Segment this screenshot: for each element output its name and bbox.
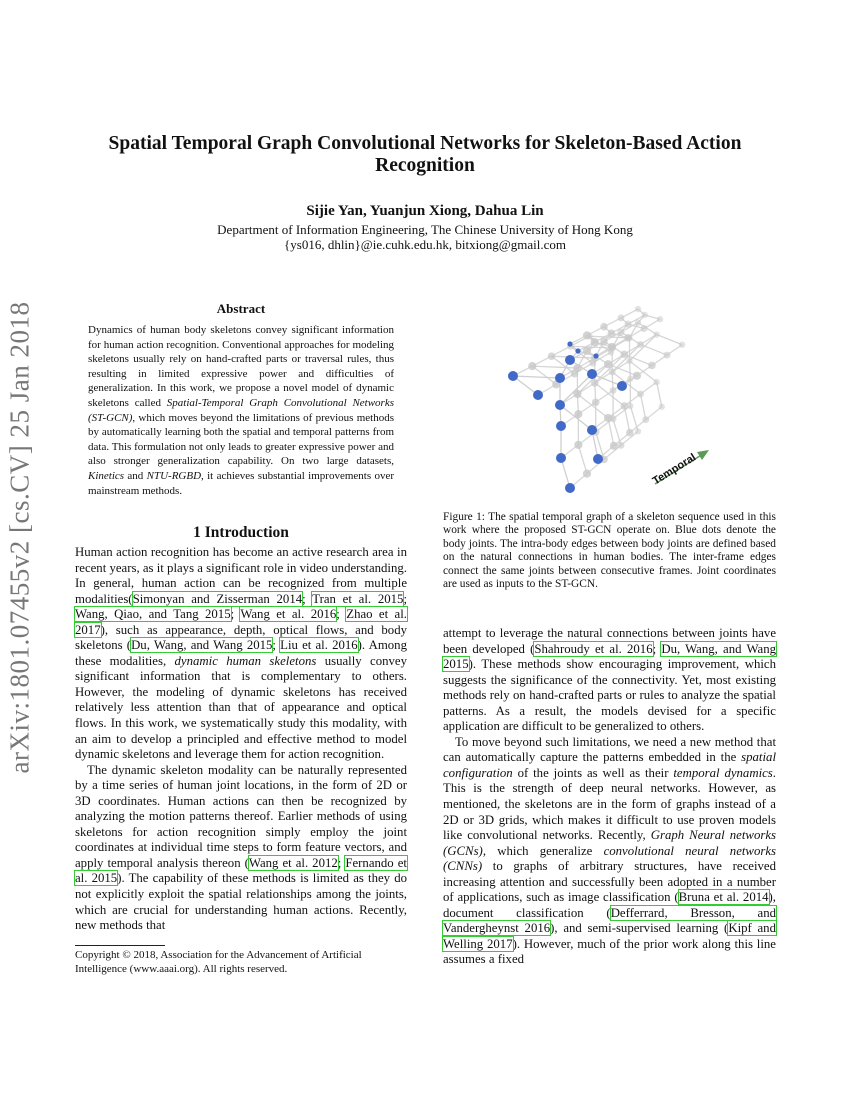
citation-link[interactable]: Kipf and Welling 2017: [443, 921, 776, 951]
footnote-rule: [75, 945, 165, 946]
joint-gray: [620, 402, 628, 410]
joint-gray: [648, 362, 656, 370]
joint-gray: [626, 358, 632, 364]
joint-gray: [618, 329, 625, 336]
joint-blue: [567, 341, 572, 346]
joint-gray: [528, 362, 536, 370]
joint-blue: [593, 454, 603, 464]
joint-gray: [637, 341, 644, 348]
citation-link[interactable]: Shahroudy et al. 2016: [534, 641, 653, 656]
left-column-body: [75, 545, 407, 934]
joint-gray: [633, 372, 641, 380]
joint-gray: [618, 442, 625, 449]
citation-link[interactable]: Zhao et al. 2017: [75, 607, 407, 637]
joint-gray: [583, 331, 591, 339]
joint-gray: [641, 325, 648, 332]
graph-edge: [657, 382, 662, 407]
citation-link[interactable]: Du, Wang, and Wang 2015: [131, 638, 273, 653]
abstract-heading: Abstract: [216, 301, 266, 316]
joint-gray: [591, 338, 599, 346]
citation-link[interactable]: Liu et al. 2016: [280, 638, 358, 653]
joint-gray: [583, 347, 591, 355]
right-column-body: [443, 626, 776, 968]
graph-edge: [513, 376, 560, 378]
paper-emails: {ys016, dhlin}@ie.cuhk.edu.hk, bitxiong@gmail.com: [284, 237, 566, 252]
citation-link[interactable]: Bruna et al. 2014: [678, 890, 769, 905]
joint-gray: [664, 352, 671, 359]
joint-gray: [600, 323, 608, 331]
joint-gray: [635, 319, 641, 325]
joint-blue: [533, 390, 543, 400]
citation-link[interactable]: Wang, Qiao, and Tang 2015: [75, 607, 231, 622]
abstract-body: Dynamics of human body skeletons convey significant information for human action recognition. Conventional approaches for modeling skeletons usually rely on hand-crafted parts or traversal rules, thus resulting in limited expressive power and difficulties of generalization. In this work, we propose a novel model of dynamic skeletons called Spatial-Temporal Graph Convolutional Networks (ST-GCN), which moves beyond the limitations of previous methods by automatically learning both the spatial and temporal patterns from data. This formulation not only leads to greater expressive power and also stronger generalization capability. On two large datasets, Kinetics and NTU-RGBD, it achieves substantial improvements over mainstream methods.: [88, 324, 395, 497]
joint-blue: [508, 371, 518, 381]
joint-gray: [608, 329, 616, 337]
paper-authors: Sijie Yan, Yuanjun Xiong, Dahua Lin: [306, 203, 544, 219]
skeleton-graph-figure: [490, 294, 730, 499]
citation-link[interactable]: Simonyan and Zisserman 2014: [132, 591, 303, 606]
joint-gray: [653, 379, 659, 385]
graph-edge: [657, 335, 682, 345]
joint-blue: [555, 400, 565, 410]
graph-edge: [532, 366, 556, 384]
temporal-axis-arrow: [697, 450, 709, 460]
joint-gray: [610, 442, 618, 450]
joint-gray: [624, 334, 632, 342]
joint-blue: [565, 355, 575, 365]
joint-blue: [587, 425, 597, 435]
joint-gray: [627, 403, 633, 409]
joint-blue: [555, 373, 565, 383]
citation-link[interactable]: Defferrard, Bresson, and Vandergheynst 2016: [443, 905, 776, 936]
graph-edge: [532, 366, 577, 368]
graph-edge: [640, 344, 667, 355]
joint-gray: [574, 410, 582, 418]
joint-gray: [627, 375, 633, 381]
joint-gray: [574, 441, 582, 449]
graph-edge: [630, 335, 657, 361]
joint-blue: [617, 381, 627, 391]
joint-gray: [626, 429, 634, 437]
joint-gray: [635, 428, 641, 434]
joint-gray: [610, 387, 617, 394]
paper-affiliation: Department of Information Engineering, The Chinese University of Hong Kong: [217, 222, 633, 237]
joint-gray: [637, 391, 644, 398]
joint-blue: [587, 369, 597, 379]
joint-gray: [608, 343, 616, 351]
graph-edge: [640, 394, 645, 420]
joint-gray: [548, 352, 556, 360]
joint-blue: [556, 421, 566, 431]
joint-blue: [556, 453, 566, 463]
joint-blue: [575, 348, 580, 353]
joint-gray: [659, 404, 665, 410]
graph-edge: [578, 445, 587, 474]
joint-gray: [653, 331, 659, 337]
copyright-footnote: Copyright © 2018, Association for the Advancement of Artificial Intelligence (www.aaai.org). All rights reserved.: [75, 949, 362, 975]
joint-gray: [625, 321, 632, 328]
paragraph-intro-1: Human action recognition has become an active research area in recent years, as it plays a significant role in video understanding. In general, human action can be recognized from multiple modalities(Simonyan and Zisserman 2014; Tran et al. 2015; Wang, Qiao, and Tang 2015; Wang et al. 2016; Zhao et al. 2017), such as appearance, depth, optical flows, and body skeletons (Du, Wang, and Wang 2015; Liu et al. 2016). Among these modalities, dynamic human skeletons usually convey significant information that is complementary to others. However, the modeling of dynamic skeletons has received relatively less attention than that of appearance and optical flows. In this work, we systematically study this modality, with an aim to develop a principled and effective method to model dynamic skeletons and leverage them for action recognition.: [75, 545, 407, 762]
joint-blue: [593, 353, 598, 358]
citation-link[interactable]: Du, Wang, and Wang 2015: [443, 641, 776, 672]
joint-gray: [642, 312, 648, 318]
section-heading-introduction: 1 Introduction: [193, 524, 289, 541]
joint-gray: [620, 351, 628, 359]
paragraph-intro-3: attempt to leverage the natural connections between joints have been developed (Shahroudy et al. 2016; Du, Wang, and Wang 2015). These methods show encouraging improvement, which suggests the significance of the connectivity. Yet, most existing methods rely on hand-crafted parts or rules to analyze the spatial patterns. As a result, the models devised for a specific application are difficult to be generalized to others.: [443, 626, 776, 734]
graph-edge: [624, 406, 630, 433]
joint-blue: [565, 483, 575, 493]
arxiv-stamp: arXiv:1801.07455v2 [cs.CV] 25 Jan 2018: [4, 301, 35, 774]
figure-caption: Figure 1: The spatial temporal graph of a skeleton sequence used in this work where the proposed ST-GCN operate on. Blue dots denote the body joints. The intra-body edges between body joints are defined based on the natural connections in human bodies. The inter-frame edges connect the same joints between consecutive frames. Joint coordinates are used as inputs to the ST-GCN.: [443, 511, 776, 591]
citation-link[interactable]: Wang et al. 2016: [240, 607, 337, 622]
temporal-axis-label: Temporal: [650, 451, 699, 488]
citation-link[interactable]: Fernando et al. 2015: [75, 855, 407, 886]
joint-gray: [592, 398, 600, 406]
joint-gray: [657, 316, 663, 322]
joint-gray: [591, 379, 599, 387]
joint-gray: [604, 360, 612, 368]
joint-gray: [573, 390, 581, 398]
joint-gray: [618, 314, 625, 321]
joint-gray: [635, 306, 641, 312]
joint-gray: [642, 416, 649, 423]
joint-gray: [573, 364, 581, 372]
joint-gray: [679, 342, 685, 348]
citation-link[interactable]: Wang et al. 2012: [248, 855, 338, 870]
figure-label: Figure 1:: [443, 511, 485, 523]
paragraph-intro-4: To move beyond such limitations, we need a new method that can automatically capture the patterns embedded in the spatial configuration of the joints as well as their temporal dynamics. This is the strength of deep neural networks. However, as mentioned, the skeletons are in the form of graphs instead of a 2D or 3D grids, which makes it difficult to use proven models like convolutional networks. Recently, Graph Neural networks (GCNs), which generalize convolutional neural networks (CNNs) to graphs of arbitrary structures, have received increasing attention and successfully been adopted in a number of applications, such as image classification (Bruna et al. 2014), document classification (Defferrard, Bresson, and Vandergheynst 2016), and semi-supervised learning (Kipf and Welling 2017). However, much of the prior work along this line assumes a fixed: [443, 734, 777, 967]
joint-gray: [583, 470, 591, 478]
joint-gray: [604, 414, 612, 422]
citation-link[interactable]: Tran et al. 2015: [312, 591, 404, 606]
joint-gray: [600, 338, 608, 346]
joint-gray: [609, 368, 616, 375]
paragraph-intro-2: The dynamic skeleton modality can be naturally represented by a time series of human joint locations, in the form of 2D or 3D coordinates. Human actions can then be recognized by analyzing the motion patterns thereof. Earlier methods of using skeletons for action recognition simply employ the joint coordinates at individual time steps to form feature vectors, and apply temporal analysis thereon (Wang et al. 2012; Fernando et al. 2015). The capability of these methods is limited as they do not explicitly exploit the spatial relationships among the joints, which are crucial for understanding human actions. Recently, new methods that: [75, 762, 408, 933]
paper-title: Spatial Temporal Graph Convolutional Networks for Skeleton-Based Action Recognition: [108, 133, 742, 176]
